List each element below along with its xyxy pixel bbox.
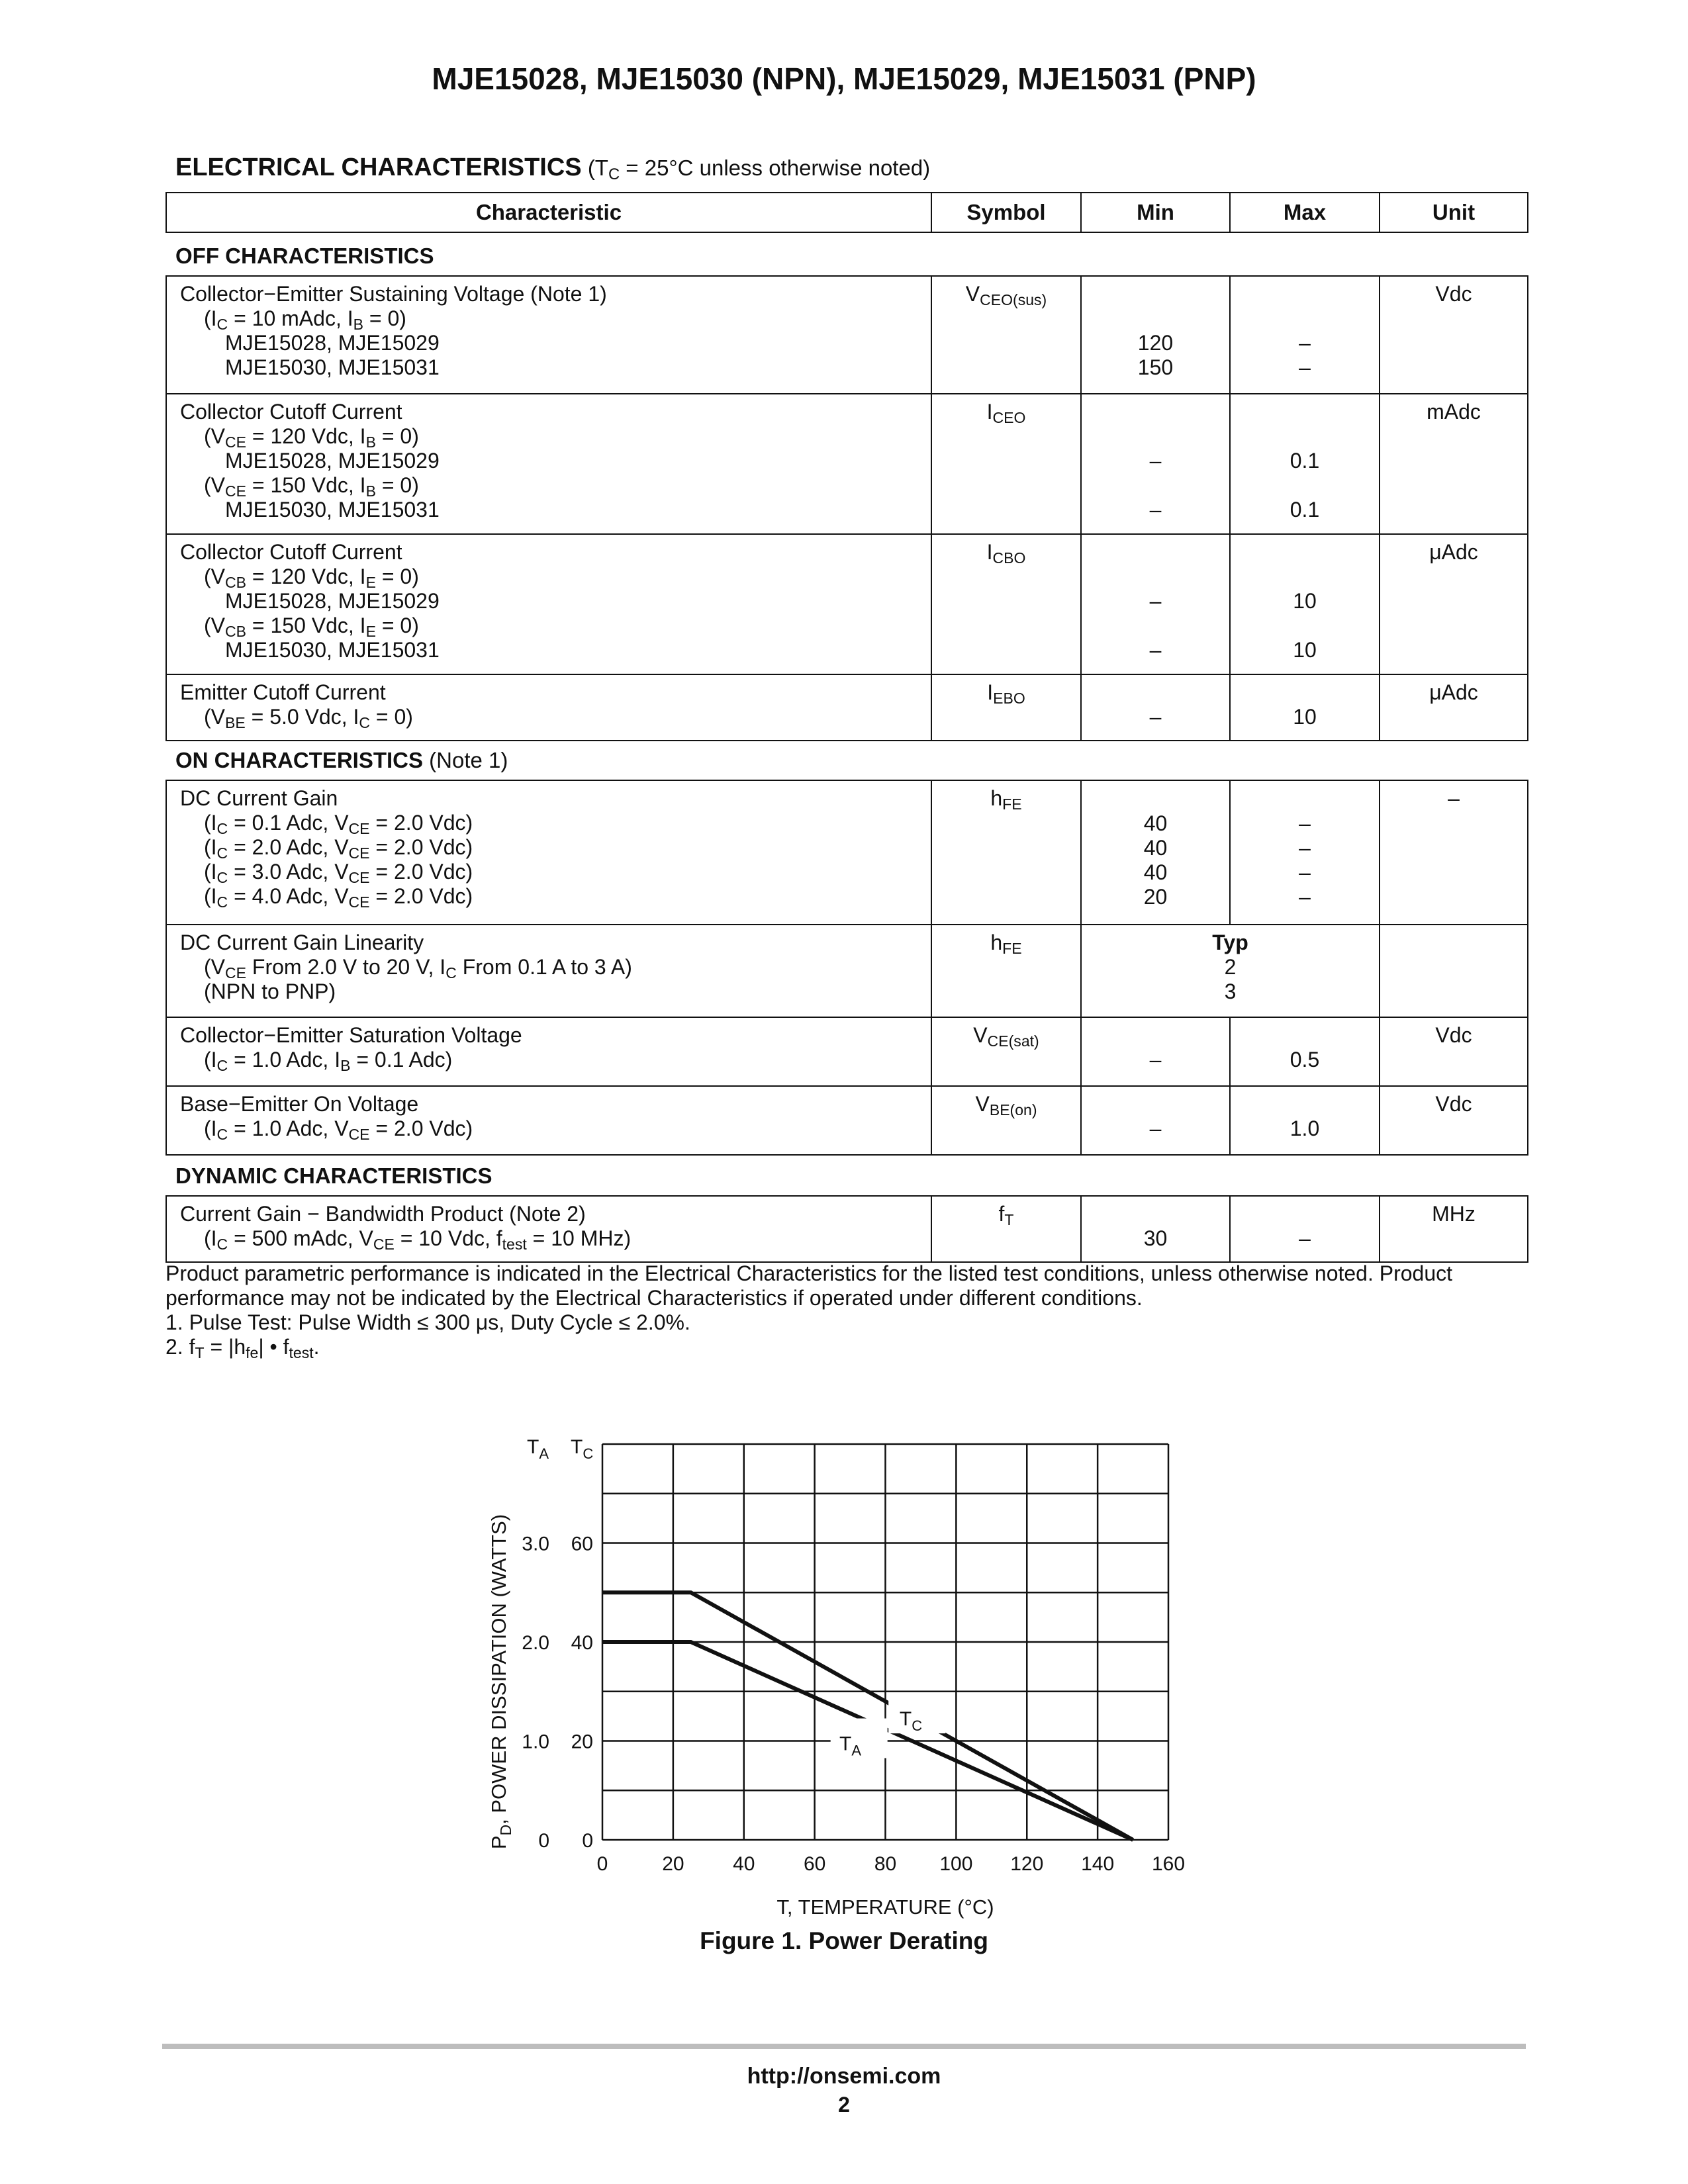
ft-label: Current Gain − Bandwidth Product (Note 2) [180,1202,586,1226]
icbo-part-2: MJE15030, MJE15031 [225,638,440,662]
hfe-min-1: 40 [1143,811,1168,835]
hfe-unit: – [1448,786,1460,810]
x-tick-label: 40 [733,1853,755,1875]
ec-heading-bold: ELECTRICAL CHARACTERISTICS [175,154,582,181]
vbeon-condition: ($I_C = 1.0$ Adc, $V_{CE} = 2.0$ Vdc) [204,1116,473,1143]
hfe-symbol: $h_{FE}$ [990,786,1022,813]
hfe-max-3: – [1299,860,1311,884]
x-tick-label: 20 [662,1853,684,1875]
vbeon-label: Base−Emitter On Voltage [180,1092,419,1116]
header-max: Max [1230,193,1380,232]
vceo-max-1: – [1299,331,1311,355]
y-tick-label-ta: 2.0 [522,1632,549,1654]
iebo-label: Emitter Cutoff Current [180,680,386,704]
vbeon-min: – [1149,1116,1162,1140]
vceo-min-1: 120 [1137,331,1174,355]
ft-min: 30 [1143,1226,1168,1250]
vcesat-min: – [1149,1048,1162,1071]
footer-divider [162,2044,1526,2049]
iceo-min-2: – [1149,498,1162,522]
vcesat-condition: ($I_C = 1.0$ Adc, $I_B = 0.1$ Adc) [204,1048,453,1074]
vbeon-symbol: $V_{BE(on)}$ [975,1092,1037,1118]
vceo-min-2: 150 [1137,355,1174,379]
icbo-condition-1: ($V_{CB} = 120$ Vdc, $I_E = 0$) [204,565,419,591]
vceo-unit: Vdc [1435,282,1472,306]
x-tick-label: 100 [939,1853,973,1875]
iceo-unit: mAdc [1427,400,1481,424]
hfe-max-2: – [1299,836,1311,860]
y-tick-label-ta: 1.0 [522,1731,549,1753]
header-characteristic: Characteristic [166,193,931,232]
note-2: 2. $f_T = |h_{fe}|$ • $f_{test}$. [165,1335,320,1361]
hfe-condition-4: ($I_C = 4.0$ Adc, $V_{CE} = 2.0$ Vdc) [204,884,473,911]
icbo-unit: μAdc [1429,540,1478,564]
y-axis-label: $P_D$, POWER DISSIPATION (WATTS) [487,1514,514,1850]
hfe-lin-symbol: $h_{FE}$ [990,931,1022,957]
icbo-condition-2: ($V_{CB} = 150$ Vdc, $I_E = 0$) [204,614,419,640]
on-characteristics-label: ON CHARACTERISTICS (Note 1) [175,748,508,772]
x-tick-label: 0 [596,1853,608,1875]
hfe-lin-note: (NPN to PNP) [204,979,336,1003]
iceo-symbol: $I_{CEO}$ [986,400,1026,426]
hfe-lin-typ-1: 2 [1224,955,1237,979]
icbo-max-1: 10 [1293,589,1317,613]
series-label-tc: $T_C$ [899,1708,923,1735]
y-tick-label-ta: 3.0 [522,1533,549,1555]
off-characteristics-label: OFF CHARACTERISTICS [175,244,434,268]
header-unit: Unit [1380,193,1528,232]
x-tick-label: 120 [1010,1853,1044,1875]
icbo-part-1: MJE15028, MJE15029 [225,589,440,613]
y-tick-label-ta: 0 [538,1830,549,1852]
axis-header-tc: $T_C$ [571,1436,594,1462]
icbo-min-1: – [1149,589,1162,613]
ec-heading-sub: C [608,165,620,183]
notes-paragraph: Product parametric performance is indicated in the Electrical Characteristics for the listed test conditions, unless otherwise noted. Product performance may not be indicated by the Electrical Characteristics if operated under different conditions. [165,1261,1453,1310]
hfe-condition-1: ($I_C = 0.1$ Adc, $V_{CE} = 2.0$ Vdc) [204,811,473,837]
vbeon-unit: Vdc [1435,1092,1472,1116]
vceo-part-1: MJE15028, MJE15029 [225,331,440,355]
iceo-max-1: 0.1 [1289,449,1320,473]
y-tick-label-tc: 40 [571,1632,593,1654]
iebo-max: 10 [1293,705,1317,729]
ec-heading-pre: (T [587,156,608,180]
x-axis-label: T, TEMPERATURE (°C) [776,1895,994,1919]
icbo-symbol: $I_{CBO}$ [986,540,1026,567]
icbo-min-2: – [1149,638,1162,662]
vceo-condition: ($I_C = 10$ mAdc, $I_B = 0$) [204,306,406,333]
iceo-part-1: MJE15028, MJE15029 [225,449,440,473]
y-tick-label-tc: 0 [582,1830,593,1852]
hfe-max-1: – [1299,811,1311,835]
iceo-min-1: – [1149,449,1162,473]
hfe-min-4: 20 [1143,885,1168,909]
footer-url[interactable]: http://onsemi.com [747,2064,941,2089]
vceo-part-2: MJE15030, MJE15031 [225,355,440,379]
ft-unit: MHz [1432,1202,1476,1226]
vcesat-label: Collector−Emitter Saturation Voltage [180,1023,522,1047]
x-tick-label: 140 [1081,1853,1115,1875]
vceo-max-2: – [1299,355,1311,379]
iceo-condition-1: ($V_{CE} = 120$ Vdc, $I_B = 0$) [204,424,419,451]
ec-heading-post: = 25°C unless otherwise noted) [620,156,931,180]
hfe-lin-condition: ($V_{CE}$ From 2.0 V to 20 V, $I_C$ From 0.1 A to 3 A) [204,955,632,981]
page-title: MJE15028, MJE15030 (NPN), MJE15029, MJE15031 (PNP) [432,62,1256,96]
iceo-label: Collector Cutoff Current [180,400,402,424]
vceo-symbol: $V_{CEO(sus)}$ [965,282,1047,308]
hfe-condition-2: ($I_C = 2.0$ Adc, $V_{CE} = 2.0$ Vdc) [204,835,473,862]
hfe-condition-3: ($I_C = 3.0$ Adc, $V_{CE} = 2.0$ Vdc) [204,860,473,886]
vcesat-symbol: $V_{CE(sat)}$ [973,1023,1039,1050]
hfe-max-4: – [1299,885,1311,909]
ft-max: – [1299,1226,1311,1250]
x-tick-label: 160 [1151,1853,1186,1875]
figure-caption: Figure 1. Power Derating [700,1927,988,1954]
hfe-lin-label: DC Current Gain Linearity [180,931,424,954]
page-number: 2 [838,2093,850,2116]
vcesat-unit: Vdc [1435,1023,1472,1047]
icbo-max-2: 10 [1293,638,1317,662]
x-tick-label: 60 [803,1853,826,1875]
iebo-unit: μAdc [1429,680,1478,704]
hfe-min-2: 40 [1143,836,1168,860]
iebo-condition: ($V_{BE} = 5.0$ Vdc, $I_C = 0$) [204,705,413,731]
ft-condition: ($I_C = 500$ mAdc, $V_{CE} = 10$ Vdc, $f_{test} = 10$ MHz) [204,1226,632,1253]
y-tick-label-tc: 60 [571,1533,593,1555]
vbeon-max: 1.0 [1289,1116,1320,1140]
icbo-label: Collector Cutoff Current [180,540,402,564]
series-label-ta: $T_A$ [839,1733,862,1759]
iceo-max-2: 0.1 [1289,498,1320,522]
header-min: Min [1081,193,1230,232]
iebo-min: – [1149,705,1162,729]
vcesat-max: 0.5 [1289,1048,1320,1071]
hfe-lin-typ-label: Typ [1212,931,1248,954]
x-tick-label: 80 [874,1853,897,1875]
hfe-label: DC Current Gain [180,786,338,810]
dynamic-characteristics-label: DYNAMIC CHARACTERISTICS [175,1163,492,1188]
iebo-symbol: $I_{EBO}$ [987,680,1025,707]
iceo-condition-2: ($V_{CE} = 150$ Vdc, $I_B = 0$) [204,473,419,500]
header-symbol: Symbol [931,193,1081,232]
note-1: 1. Pulse Test: Pulse Width ≤ 300 μs, Duty Cycle ≤ 2.0%. [165,1310,690,1334]
vceo-label: Collector−Emitter Sustaining Voltage (Note 1) [180,282,607,306]
y-tick-label-tc: 20 [571,1731,593,1753]
iceo-part-2: MJE15030, MJE15031 [225,498,440,522]
axis-header-ta: $T_A$ [527,1436,549,1462]
ft-symbol: $f_T$ [998,1202,1014,1228]
hfe-lin-typ-2: 3 [1224,979,1237,1003]
hfe-min-3: 40 [1143,860,1168,884]
